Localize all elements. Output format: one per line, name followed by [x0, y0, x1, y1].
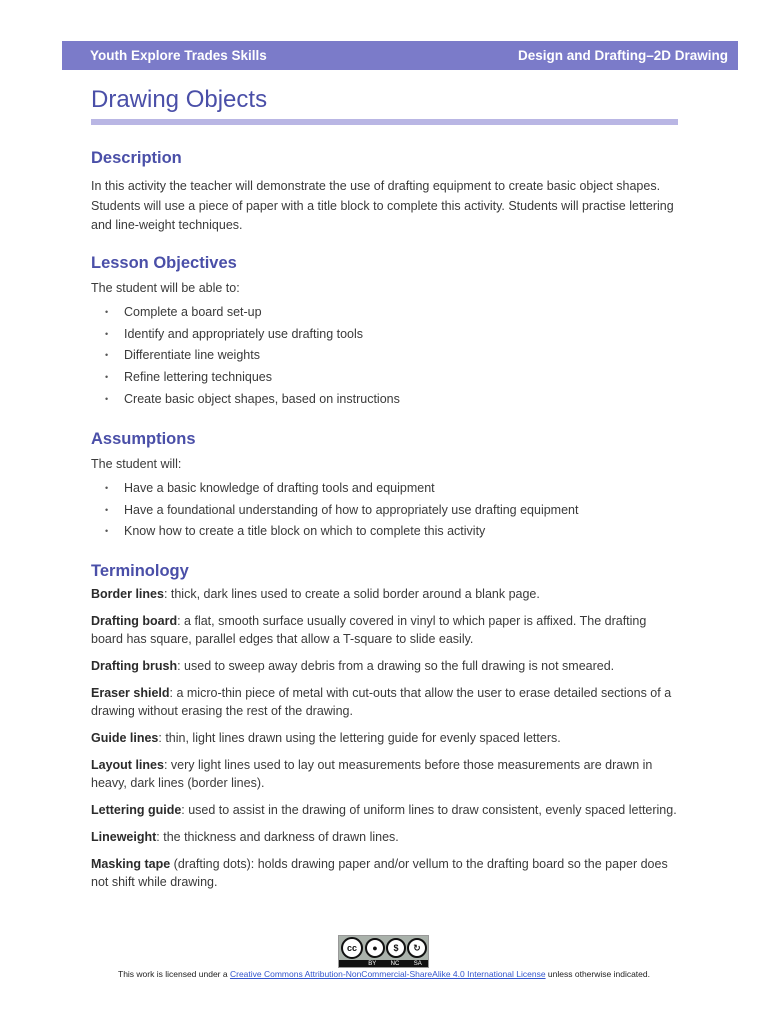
term-entry: [91, 855, 681, 891]
term-name: Drafting brush: [91, 659, 178, 674]
description-section: [91, 146, 681, 236]
term-entry: [91, 756, 681, 792]
list-item: • Complete a board set-up: [105, 302, 681, 324]
header-bar: [62, 41, 738, 70]
term-name: Guide lines: [91, 731, 159, 746]
term-name: Lineweight: [91, 830, 157, 845]
list-item: • Have a basic knowledge of drafting tools and equipment: [105, 478, 681, 500]
cc-license-badge-icon[interactable]: [338, 935, 429, 968]
list-item: • Have a foundational understanding of how to appropriately use drafting equipment: [105, 500, 681, 522]
header-program-title: Youth Explore Trades Skills: [90, 48, 267, 63]
list-item: • Create basic object shapes, based on instructions: [105, 389, 681, 411]
term-definition: : the thickness and darkness of drawn lines.: [156, 830, 399, 845]
objectives-heading: Lesson Objectives: [91, 253, 237, 272]
list-item: • Identify and appropriately use drafting tools: [105, 324, 681, 346]
term-definition: : used to sweep away debris from a drawing so the full drawing is not smeared.: [177, 659, 615, 674]
term-entry: [91, 612, 681, 648]
sharealike-icon: ↻: [407, 938, 427, 958]
cc-badge-labels: [361, 960, 429, 969]
description-heading: Description: [91, 149, 182, 167]
term-definition: : very light lines used to lay out measurements before those measurements are drawn in heavy, dark lines (border lines).: [91, 758, 653, 791]
term-definition: : a flat, smooth surface usually covered in vinyl to which paper is affixed. The drafting board has square, parallel edges that allow a T-square to slide easily.: [91, 614, 647, 647]
term-entry: [91, 684, 681, 720]
term-name: Layout lines: [91, 758, 164, 773]
term-definition: : used to assist in the drawing of uniform lines to draw consistent, evenly spaced lettering.: [181, 803, 677, 818]
noncommercial-icon: $: [386, 938, 406, 958]
term-definition: : thin, light lines drawn using the lettering guide for evenly spaced letters.: [158, 731, 561, 746]
cc-label-sa: SA: [413, 961, 422, 967]
term-entry: [91, 828, 681, 846]
terminology-list: [91, 585, 681, 891]
cc-label-by: BY: [368, 961, 377, 967]
main-content: [91, 146, 681, 900]
attribution-icon: ●: [365, 938, 385, 958]
assumptions-intro: The student will:: [91, 456, 182, 471]
page-title: Drawing Objects: [91, 86, 268, 113]
objectives-list: [91, 302, 681, 411]
term-entry: [91, 729, 681, 747]
term-name: Eraser shield: [91, 686, 170, 701]
list-item: • Differentiate line weights: [105, 345, 681, 367]
description-text: In this activity the teacher will demonstrate the use of drafting equipment to create basic object shapes. Students will use a piece of paper with a title block to complete this activity. Students will practise lettering and line-weight techniques.: [91, 179, 674, 232]
term-entry: [91, 657, 681, 675]
term-name: Drafting board: [91, 614, 178, 629]
list-item: • Refine lettering techniques: [105, 367, 681, 389]
terminology-section: [91, 559, 681, 891]
term-name: Lettering guide: [91, 803, 182, 818]
license-prefix: This work is licensed under a: [118, 969, 230, 979]
assumptions-section: [91, 427, 681, 544]
objectives-intro: The student will be able to:: [91, 280, 240, 295]
term-entry: [91, 801, 681, 819]
objectives-section: [91, 251, 681, 411]
term-name: Border lines: [91, 587, 164, 602]
cc-icon: cc: [341, 937, 363, 959]
license-footer: [0, 969, 768, 979]
term-definition: : a micro-thin piece of metal with cut-outs that allow the user to erase detailed sections of a drawing without erasing the rest of the drawing.: [91, 686, 672, 719]
license-link[interactable]: Creative Commons Attribution-NonCommercial-ShareAlike 4.0 International License: [229, 969, 546, 979]
assumptions-heading: Assumptions: [91, 429, 196, 448]
title-rule: [91, 119, 678, 125]
license-suffix: unless otherwise indicated.: [545, 969, 650, 979]
term-name: Masking tape: [91, 857, 171, 872]
term-definition: (drafting dots): holds drawing paper and/or vellum to the drafting board so the paper does not shift while drawing.: [91, 857, 668, 890]
term-entry: [91, 585, 681, 603]
terminology-heading: Terminology: [91, 562, 189, 581]
header-course-title: Design and Drafting–2D Drawing: [517, 48, 728, 63]
term-definition: : thick, dark lines used to create a solid border around a blank page.: [163, 587, 540, 602]
list-item: • Know how to create a title block on which to complete this activity: [105, 521, 681, 543]
assumptions-list: [91, 478, 681, 543]
cc-label-nc: NC: [390, 961, 400, 967]
